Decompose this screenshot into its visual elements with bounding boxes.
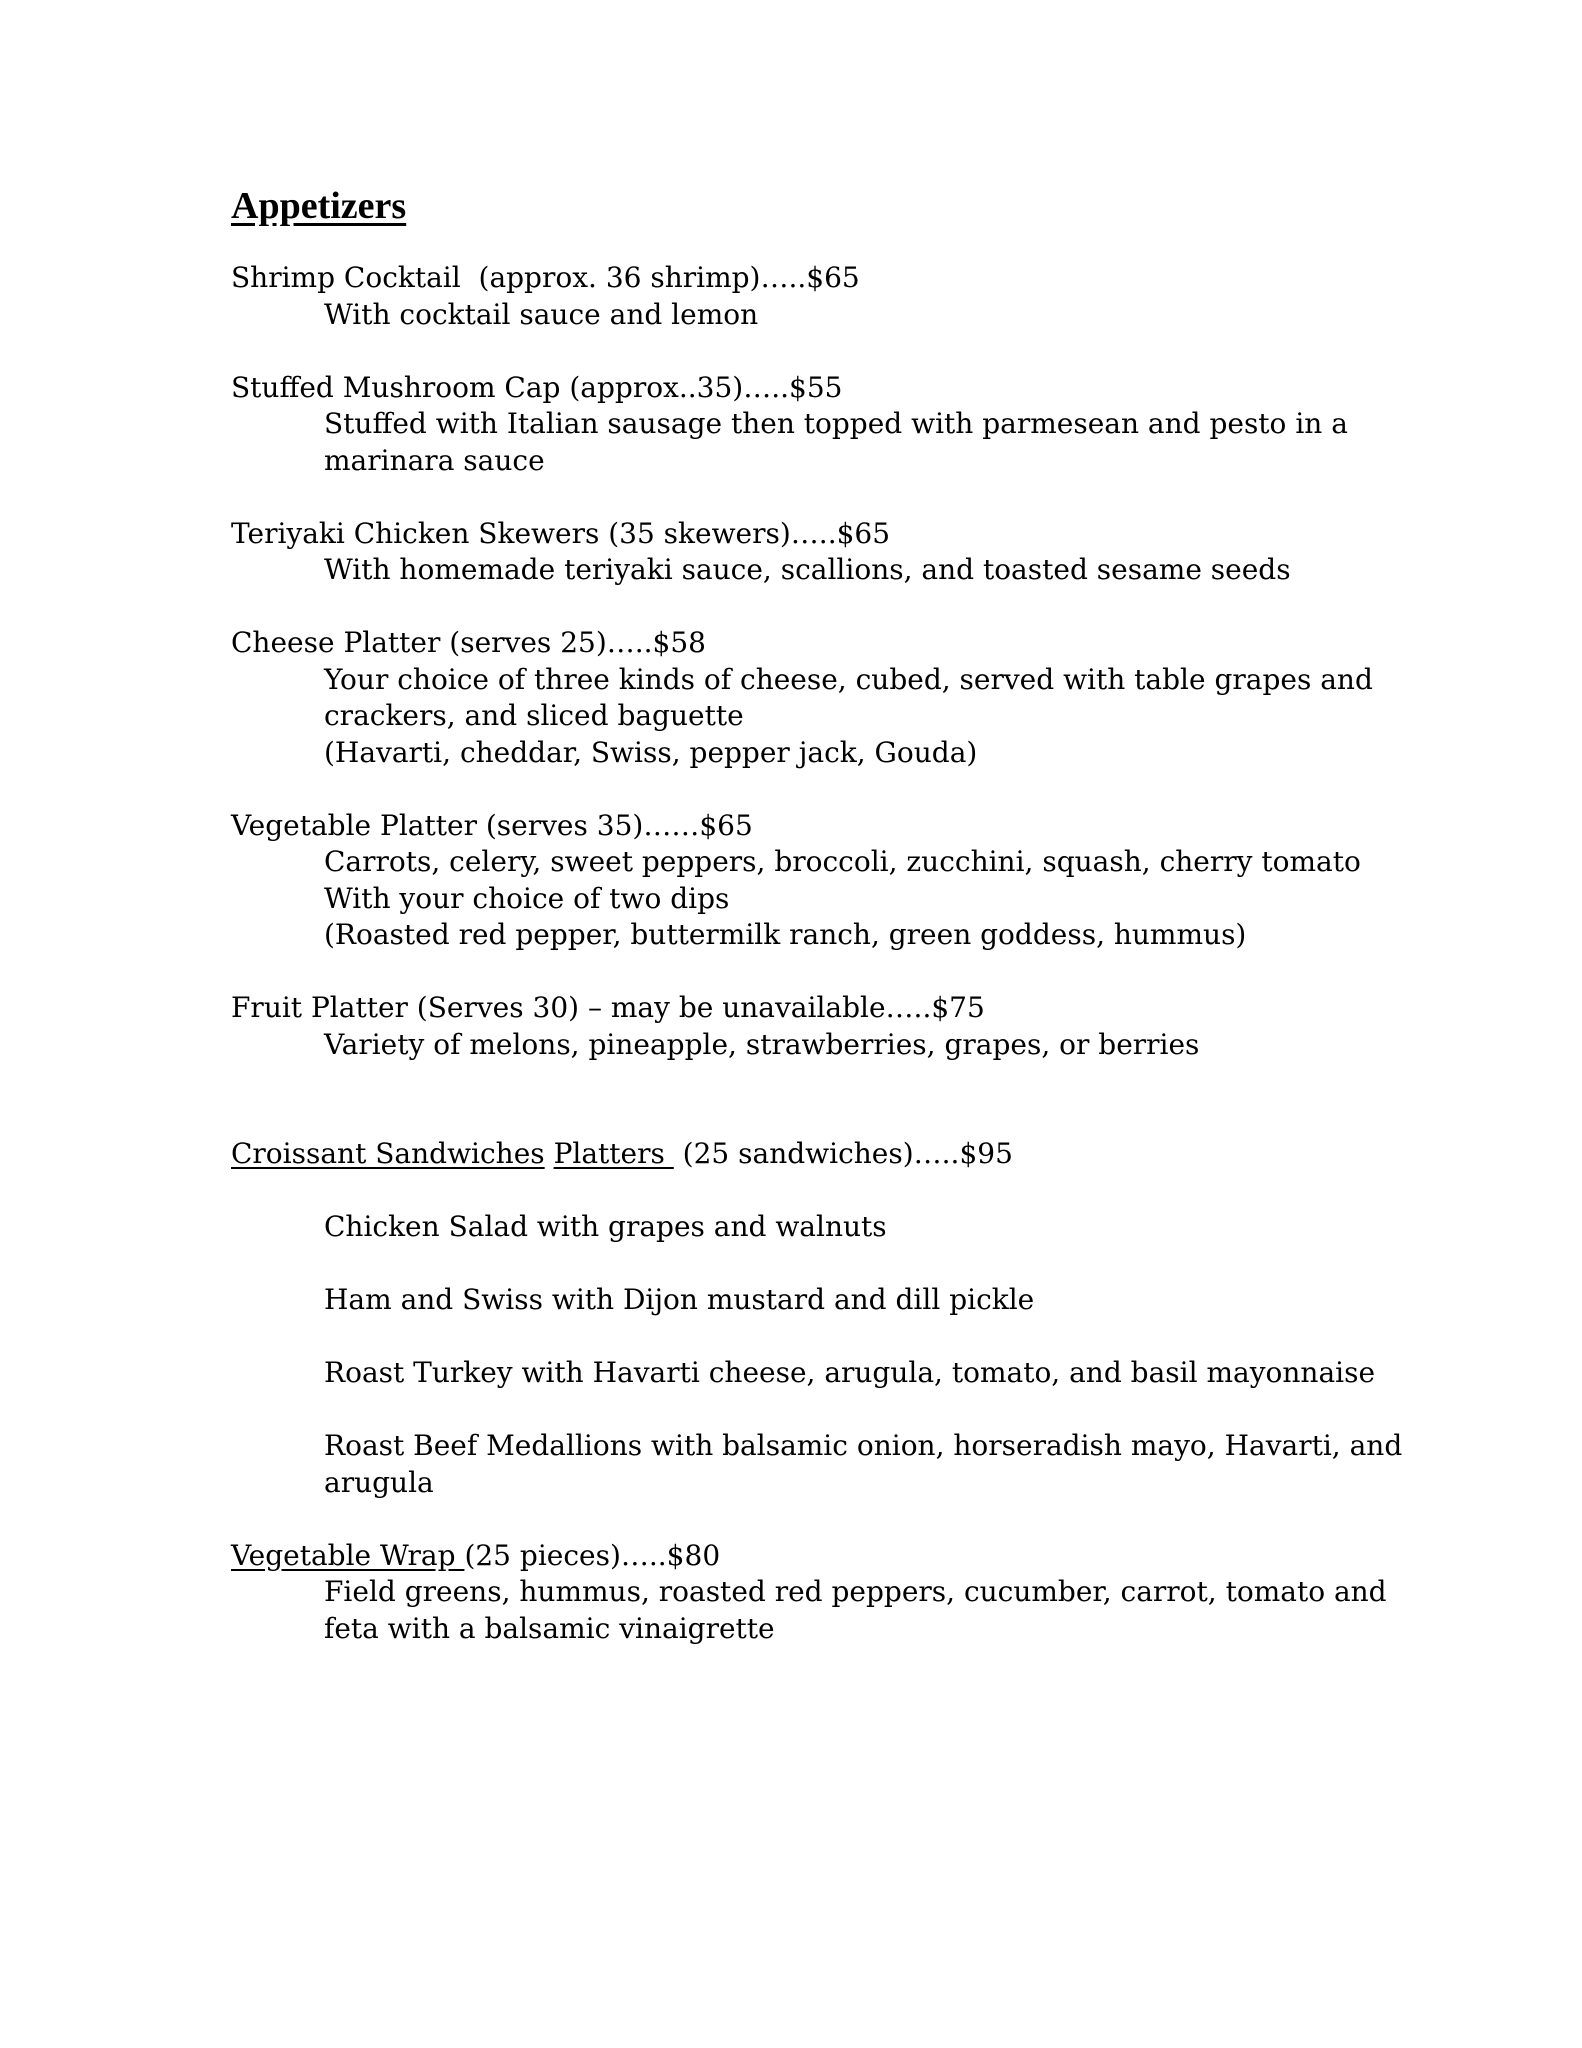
menu-item-croissant-sandwiches: [231, 1136, 1403, 1501]
item-description: Field greens, hummus, roasted red peppers, cucumber, carrot, tomato and: [324, 1575, 1387, 1608]
item-description: Variety of melons, pineapple, strawberries, grapes, or berries: [324, 1027, 1200, 1061]
item-description: (Roasted red pepper, buttermilk ranch, green goddess, hummus): [324, 918, 1247, 951]
menu-item-cheese-platter: [231, 625, 1371, 771]
item-description: With your choice of two dips: [324, 881, 730, 915]
item-description: Stuffed with Italian sausage then topped with parmesean and pesto in a: [324, 407, 1348, 440]
item-heading: [231, 1538, 1371, 1575]
sandwich-option: Roast Beef Medallions with balsamic onion, horseradish mayo, Havarti, and: [324, 1429, 1403, 1462]
item-description: Your choice of three kinds of cheese, cubed, served with table grapes and: [324, 662, 1373, 696]
menu-item-fruit-platter: [231, 990, 1371, 1063]
menu-item-vegetable-wrap: [231, 1538, 1387, 1648]
item-description: feta with a balsamic vinaigrette: [324, 1611, 775, 1645]
item-heading: Fruit Platter (Serves 30) – may be unavailable…..$75: [231, 991, 985, 1024]
menu-page: [231, 180, 1403, 1647]
sandwich-option: Chicken Salad with grapes and walnuts: [324, 1210, 887, 1243]
item-description: With homemade teriyaki sauce, scallions, and toasted sesame seeds: [324, 553, 1291, 586]
menu-item-stuffed-mushroom: [231, 370, 1371, 480]
menu-item-teriyaki-skewers: [231, 516, 1371, 589]
page-title: Appetizers: [231, 185, 407, 227]
item-description: crackers, and sliced baguette: [324, 699, 744, 732]
platters-label: Platters: [553, 1137, 674, 1170]
sandwich-option: arugula: [324, 1465, 434, 1499]
wrap-label: Vegetable Wrap: [231, 1538, 465, 1572]
item-heading: Vegetable Platter (serves 35)……$65: [231, 808, 753, 842]
item-heading: Stuffed Mushroom Cap (approx..35)…..$55: [231, 370, 843, 404]
sandwich-option: Ham and Swiss with Dijon mustard and dill pickle: [324, 1283, 1035, 1316]
wrap-price: (25 pieces)…..$80: [464, 1538, 721, 1572]
item-heading: [231, 1136, 1371, 1173]
croissant-price: (25 sandwiches)…..$95: [673, 1137, 1013, 1170]
item-heading: Shrimp Cocktail (approx. 36 shrimp)…..$65: [231, 261, 860, 294]
item-heading: Cheese Platter (serves 25)…..$58: [231, 626, 706, 659]
menu-item-vegetable-platter: [231, 808, 1371, 954]
item-description: marinara sauce: [324, 443, 545, 477]
item-description: Carrots, celery, sweet peppers, broccoli, zucchini, squash, cherry tomato: [324, 845, 1361, 878]
menu-item-shrimp-cocktail: [231, 260, 1371, 333]
item-heading: Teriyaki Chicken Skewers (35 skewers)…..$65: [231, 516, 891, 550]
item-description: (Havarti, cheddar, Swiss, pepper jack, Gouda): [324, 735, 978, 769]
croissant-label: Croissant Sandwiches: [231, 1137, 545, 1170]
sandwich-option: Roast Turkey with Havarti cheese, arugula, tomato, and basil mayonnaise: [324, 1356, 1376, 1389]
item-description: With cocktail sauce and lemon: [324, 297, 759, 331]
